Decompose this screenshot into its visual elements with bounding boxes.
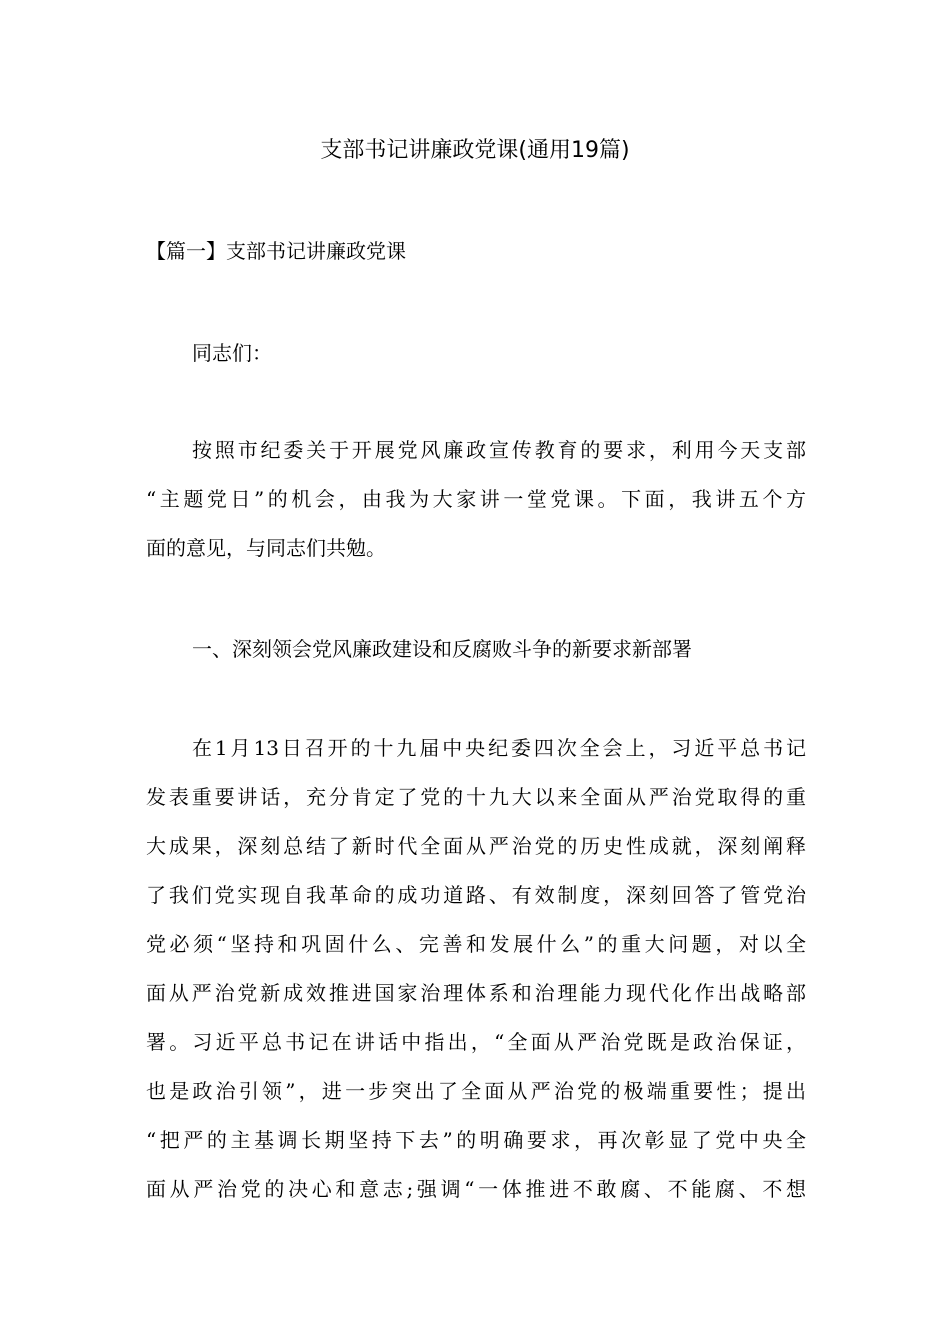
paragraph-line: “把严的主基调长期坚持下去”的明确要求，再次彰显了党中央全 [146,1128,806,1152]
paragraph-line: 面的意见，与同志们共勉。 [146,536,386,560]
paragraph-line: 署。习近平总书记在讲话中指出，“全面从严治党既是政治保证， [146,1030,806,1054]
intro-paragraph [146,426,806,573]
salutation: 同志们： [192,341,272,365]
paragraph-line: 党必须“坚持和巩固什么、完善和发展什么”的重大问题，对以全 [146,932,806,956]
paragraph-line: 大成果，深刻总结了新时代全面从严治党的历史性成就，深刻阐释 [146,834,806,858]
paragraph-line: 面从严治党新成效推进国家治理体系和治理能力现代化作出战略部 [146,981,806,1005]
paragraph-line: 面从严治党的决心和意志;强调“一体推进不敢腐、不能腐、不想 [146,1177,806,1201]
paragraph-line: 了我们党实现自我革命的成功道路、有效制度，深刻回答了管党治 [146,883,806,907]
part-one-heading: 一、深刻领会党风廉政建设和反腐败斗争的新要求新部署 [192,637,692,661]
paragraph-line: 发表重要讲话，充分肯定了党的十九大以来全面从严治党取得的重 [146,785,806,809]
paragraph-line: “主题党日”的机会，由我为大家讲一堂党课。下面，我讲五个方 [146,487,806,511]
paragraph-line: 按照市纪委关于开展党风廉政宣传教育的要求，利用今天支部 [192,438,806,462]
section-heading: 【篇一】支部书记讲廉政党课 [146,239,406,263]
paragraph-line: 也是政治引领”，进一步突出了全面从严治党的极端重要性；提出 [146,1079,806,1103]
document-title: 支部书记讲廉政党课(通用19篇) [320,138,630,163]
paragraph-line: 在1月13日召开的十九届中央纪委四次全会上，习近平总书记 [192,736,806,760]
body-paragraph [146,724,806,1214]
